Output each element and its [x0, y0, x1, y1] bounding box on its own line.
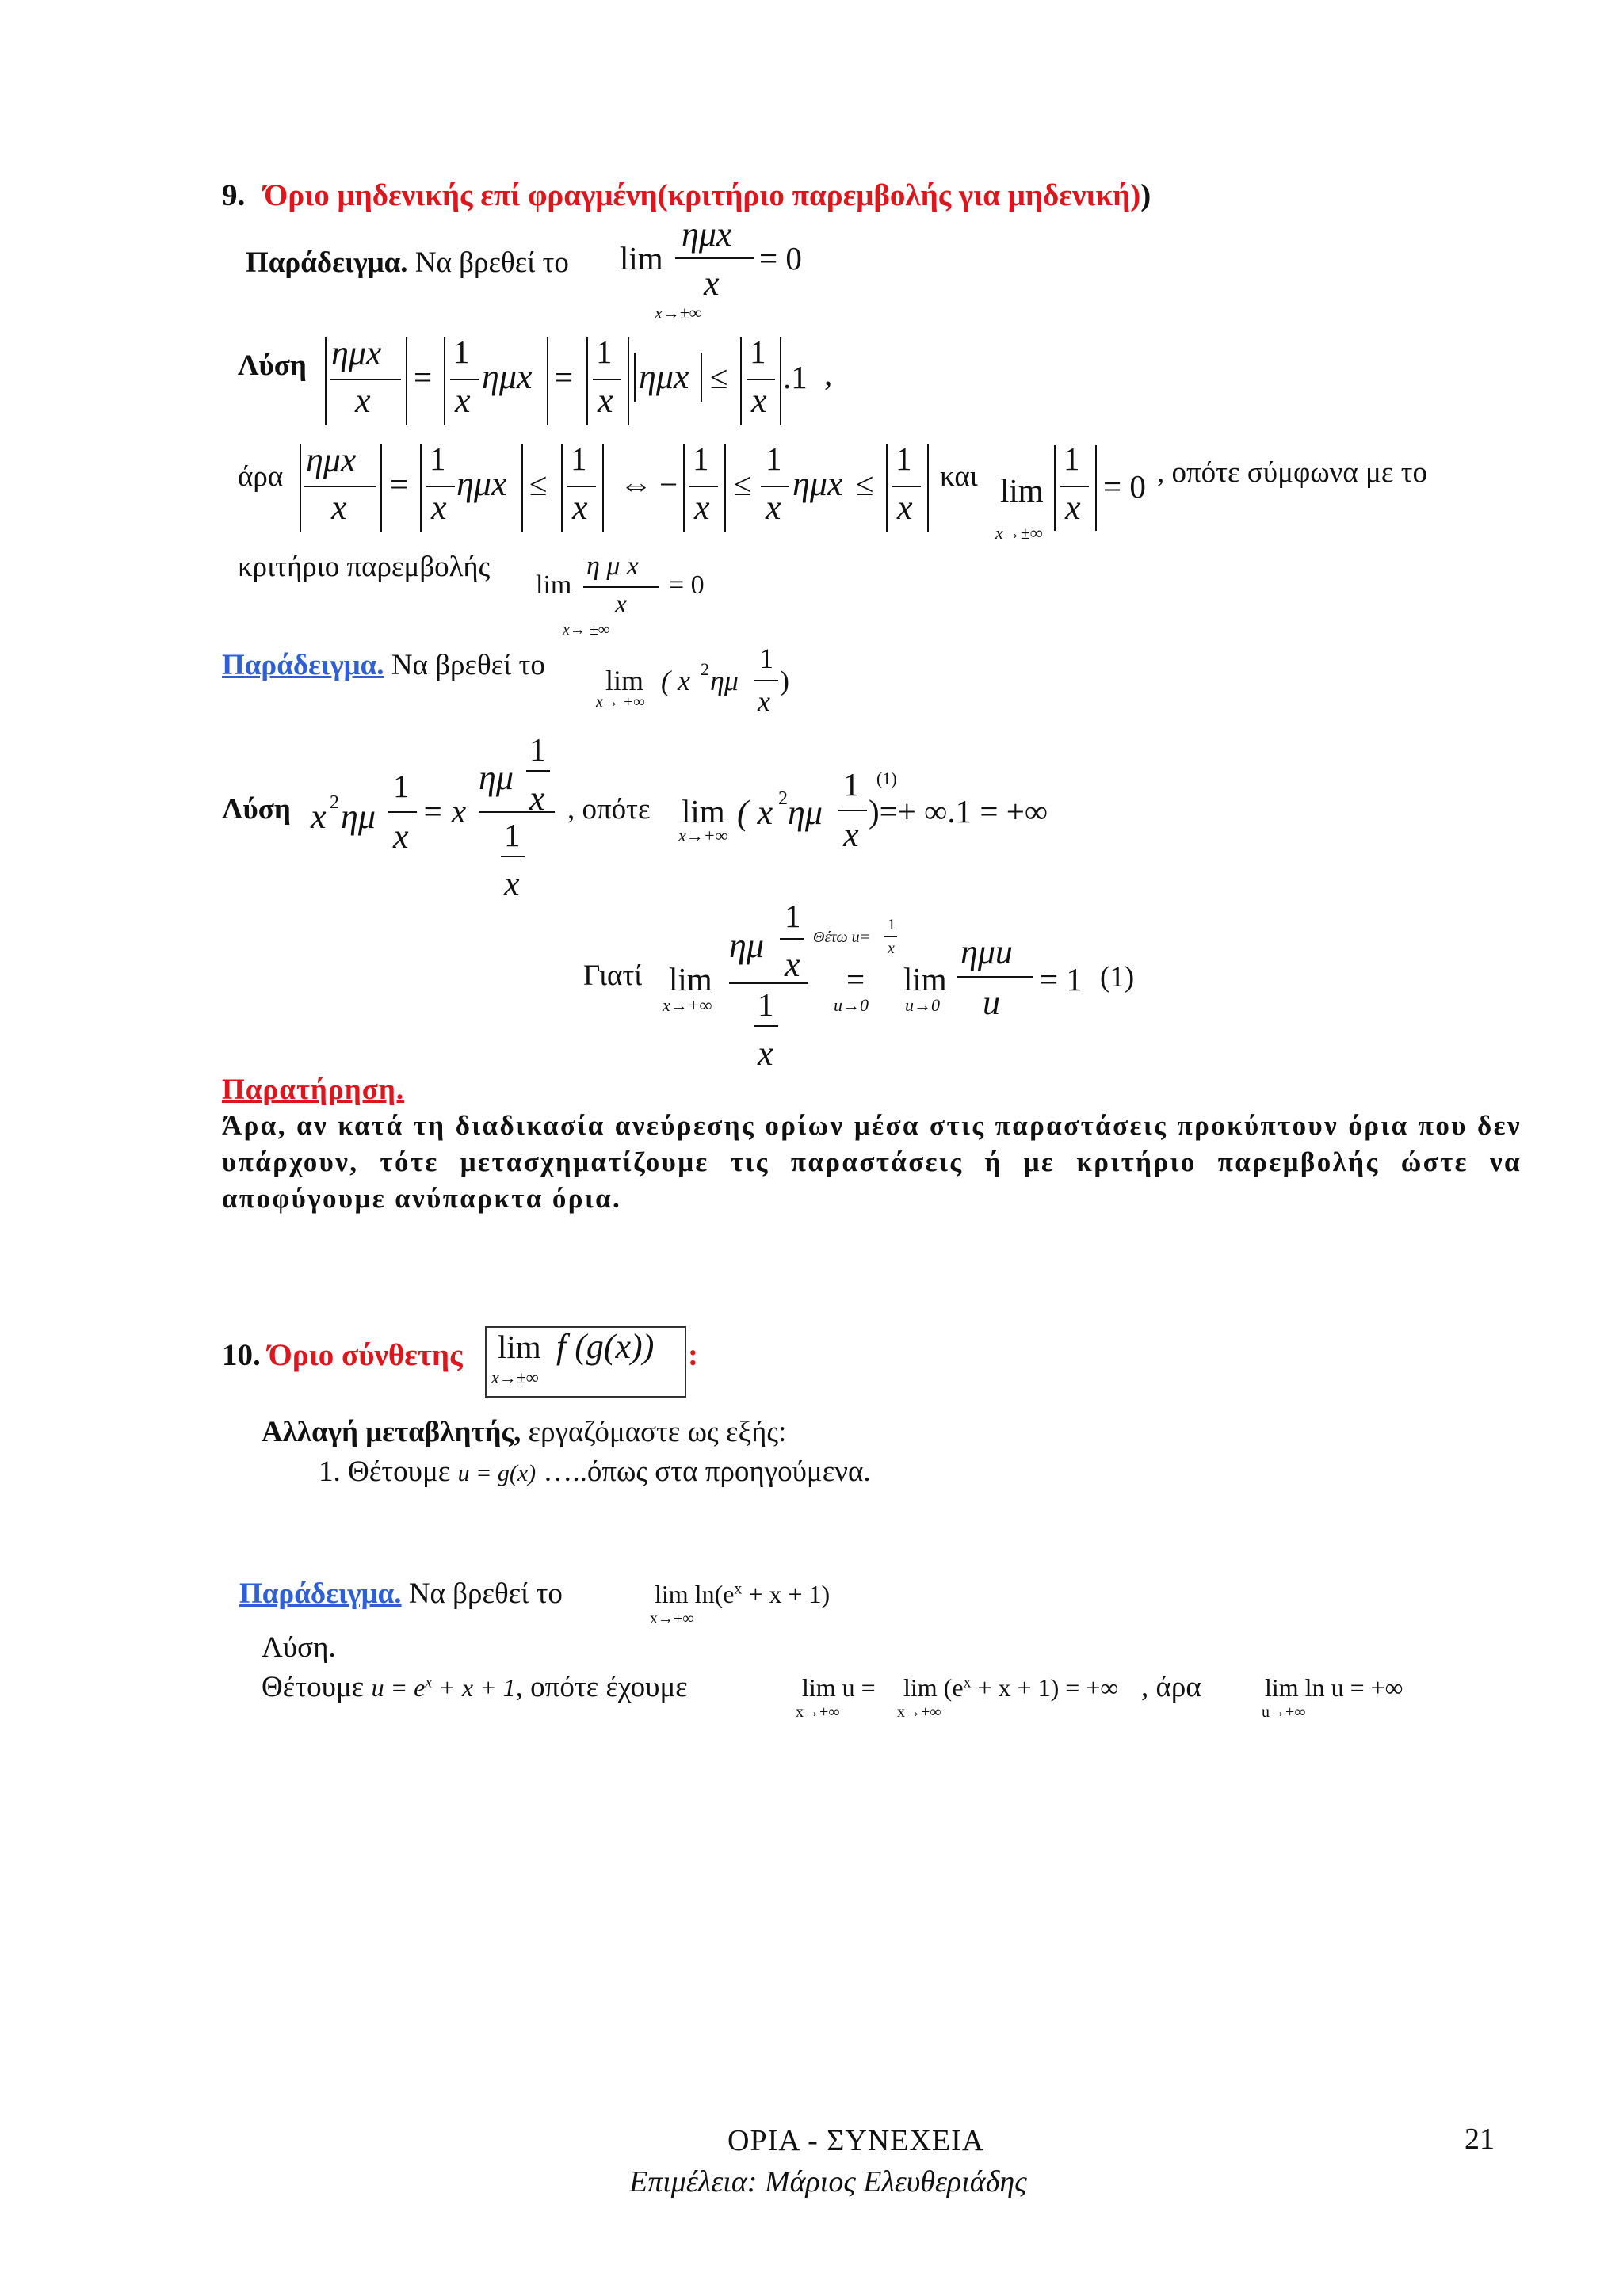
sol2-big-x: x: [529, 779, 545, 818]
abs-bar: [444, 337, 445, 425]
giati-theto-den: x: [888, 940, 895, 957]
ex2-sq: 2: [701, 659, 709, 679]
ex3-lim: [655, 1580, 830, 1609]
sol1-term: 1: [750, 334, 766, 370]
ex3-sub: x→+∞: [650, 1610, 694, 1627]
sol1-tail: , οπότε σύμφωνα με το: [1157, 456, 1428, 489]
abs-bar: [683, 444, 685, 532]
sol1-l2-iff: ⇔: [620, 466, 652, 502]
abs-bar: [380, 444, 382, 532]
fraction-bar: [957, 976, 1033, 978]
ex3-ara: , άρα: [1141, 1671, 1201, 1703]
ex3-solution-line: [262, 1670, 688, 1704]
ex3-lim-b-sup: x: [963, 1673, 972, 1691]
giati-eq-sub: u→0: [834, 995, 869, 1015]
sol1-l2-minus: −: [659, 466, 678, 502]
fraction-bar: [388, 811, 417, 813]
giati-theto-num: 1: [888, 916, 896, 933]
sol1-term: ημx: [482, 357, 533, 396]
sol1-term: x: [598, 381, 613, 420]
sol1-leq: ≤: [710, 359, 728, 395]
example-label: Παράδειγμα.: [239, 1577, 402, 1610]
sol1-eq: =: [555, 359, 574, 395]
abs-bar: [586, 337, 588, 425]
section-dot: .: [253, 1338, 261, 1372]
abs-bar: [420, 444, 422, 532]
fraction-bar: [754, 680, 778, 681]
abs-bar: [406, 337, 407, 425]
remark-title: Παρατήρηση.: [222, 1074, 405, 1106]
sol1-l2-term: ημx: [792, 464, 843, 503]
giati-num-one: 1: [785, 898, 801, 934]
ex2-expr-left: ( x: [661, 665, 690, 696]
giati-num2: ημu: [960, 933, 1013, 971]
ex3-sol-math: [372, 1673, 516, 1702]
sol2-lim-sq: 2: [778, 788, 788, 809]
giati-lim2: lim: [903, 961, 947, 997]
section10-expr: f (g(x)): [556, 1327, 655, 1366]
sol2-den: x: [393, 817, 409, 856]
sol1-lim2-den: x: [1065, 488, 1081, 527]
sol1-lim3-sub: x→ ±∞: [563, 621, 610, 639]
abs-bar: [325, 337, 327, 425]
ex3-expr-sup: x: [734, 1580, 743, 1598]
sol2-lim-one: 1: [843, 766, 860, 803]
sol1-term: ημx: [639, 357, 689, 396]
solution-2-label: Λύση: [222, 793, 291, 826]
abs-bar: [547, 337, 548, 425]
sol1-l2-term: ≤: [734, 466, 752, 502]
giati-theto: Θέτω u=: [813, 929, 871, 946]
abs-bar: [701, 353, 702, 402]
sol1-l2-term: x: [431, 488, 447, 527]
ex2-num: 1: [759, 643, 773, 674]
sol2-hm: ημ: [341, 797, 376, 836]
giati-den-x: x: [758, 1034, 773, 1073]
abs-bar: [628, 337, 629, 425]
giati-lim-sub: x→+∞: [663, 995, 712, 1015]
giati-lim: lim: [669, 961, 712, 997]
abs-bar: [724, 444, 726, 532]
abs-bar: [561, 444, 563, 532]
section-9-heading: [222, 177, 1151, 213]
step-1: [319, 1455, 871, 1489]
ex2-expr-right: ): [780, 665, 789, 696]
ex3-lim-b-left: lim (e: [903, 1673, 964, 1702]
sol1-l2-term: ≤: [529, 466, 548, 502]
sol1-l2-term: 1: [693, 441, 709, 477]
example-3: [239, 1577, 563, 1611]
fraction-bar: [583, 586, 659, 588]
sol2-big-one: 1: [529, 731, 546, 768]
ex2-lim: lim: [605, 665, 644, 696]
sol1-l2-term: x: [694, 488, 710, 527]
ex3-lim-a: lim u =: [802, 1673, 876, 1702]
sol1-l2-term: 1: [430, 441, 446, 477]
giati-num-x: x: [785, 945, 800, 984]
giati-den-one: 1: [758, 986, 774, 1023]
ex1-eq: = 0: [759, 240, 802, 277]
sol1-term: 1: [453, 334, 470, 370]
sol1-lim3-den: x: [615, 589, 628, 619]
sol2-lim: lim: [682, 793, 725, 830]
abs-bar: [634, 353, 636, 402]
ex3-lim-word: lim: [655, 1580, 689, 1608]
step-rest: …..όπως στα προηγούμενα.: [543, 1455, 871, 1488]
fraction-bar: [526, 770, 550, 772]
abs-bar: [780, 337, 781, 425]
sol1-l2-term: 1: [896, 441, 912, 477]
change-bold: Αλλαγή μεταβλητής,: [262, 1416, 521, 1448]
sol2-one: 1: [393, 768, 410, 804]
sol1-term: ημx: [331, 334, 382, 372]
section-number: 9.: [222, 178, 246, 212]
section-title: Όριο μηδενικής επί φραγμένη(κριτήριο παρεμβολής για μηδενική): [264, 178, 1141, 212]
sol1-term: x: [355, 381, 371, 420]
step-text: Θέτουμε: [348, 1455, 451, 1488]
sol2-x: x: [311, 797, 327, 836]
sol1-term: 1: [596, 334, 613, 370]
sol1-lim2: lim: [1000, 472, 1044, 509]
ex3-lim-c-sub: u→+∞: [1262, 1703, 1306, 1721]
sol1-term: x: [455, 381, 471, 420]
example-text: Να βρεθεί το: [414, 246, 569, 279]
section-10-heading: [222, 1337, 463, 1373]
abs-bar: [602, 444, 604, 532]
sol1-term: x: [751, 381, 767, 420]
sol1-l2-term: x: [897, 488, 913, 527]
abs-bar: [927, 444, 929, 532]
ex1-lim: lim: [620, 240, 663, 277]
abs-bar: [521, 444, 523, 532]
sol1-l2-term: x: [331, 488, 347, 527]
example-label: Παράδειγμα.: [246, 246, 408, 279]
ex3-lim-b: [903, 1673, 1118, 1703]
sol2-lim-sub: x→+∞: [678, 826, 728, 845]
ex2-expr-mid: ημ: [710, 665, 739, 696]
ex3-sol-math-rest: + x + 1: [432, 1673, 516, 1702]
sol1-term: .1: [783, 359, 808, 395]
sol2-sq: 2: [330, 792, 339, 813]
sol2-lim-rest: )=+ ∞.1 = +∞: [869, 793, 1048, 830]
example-text: Να βρεθεί το: [408, 1577, 563, 1610]
sol1-lim3-num: η μ x: [586, 551, 640, 581]
solution-1-label: Λύση: [238, 349, 307, 382]
section-number: 10: [222, 1338, 253, 1372]
footer-title: ΟΡΙΑ - ΣΥΝΕΧΕΙΑ: [727, 2124, 985, 2157]
change-rest: εργαζόμαστε ως εξής:: [528, 1416, 787, 1448]
ex1-den: x: [704, 264, 720, 303]
sol1-l2-term: 1: [571, 441, 587, 477]
ex1-sub: x→±∞: [655, 303, 702, 322]
step-math: u = g(x): [457, 1460, 537, 1486]
sol2-lim-left: ( x: [737, 793, 773, 832]
abs-bar: [740, 337, 742, 425]
kai-word: και: [940, 460, 978, 493]
fraction-bar: [754, 1025, 778, 1027]
sol2-big-hm: ημ: [479, 758, 514, 797]
ex3-lim-b-rest: + x + 1) = +∞: [971, 1673, 1119, 1702]
sol1-lim3: lim: [536, 570, 572, 600]
ex3-sol-math-sup: x: [425, 1673, 433, 1691]
ex3-sol-text: Θέτουμε: [262, 1671, 365, 1703]
sol1-eq: =: [414, 359, 433, 395]
sol1-term: ,: [824, 356, 833, 392]
giati-res: = 1: [1040, 961, 1083, 997]
abs-bar: [300, 444, 301, 532]
sol1-l2-term: x: [766, 488, 781, 527]
sol1-l2-term: ημx: [306, 441, 357, 479]
example-2: [222, 648, 545, 682]
fraction-bar: [479, 811, 555, 813]
sol2-lim-hm: ημ: [788, 793, 823, 832]
ex3-sol-opote: , οπότε έχουμε: [515, 1671, 688, 1703]
fraction-bar: [838, 810, 867, 811]
ex3-sol-math-left: u = e: [371, 1673, 426, 1702]
section-title: Όριο σύνθετης: [268, 1338, 463, 1372]
example-label: Παράδειγμα.: [222, 649, 384, 681]
abs-bar: [1095, 445, 1097, 531]
ex3-lim-b-sub: x→+∞: [897, 1703, 941, 1721]
sol2-marker: (1): [876, 769, 897, 788]
ex1-fraction-bar: [675, 257, 754, 259]
change-of-variable: [262, 1415, 786, 1449]
giati-den2: u: [983, 983, 1000, 1022]
giati-eq: =: [846, 961, 865, 997]
sol1-l2-term: ημx: [456, 464, 507, 503]
sol1-l2-term: 1: [766, 441, 782, 477]
fraction-bar: [501, 856, 525, 857]
step-num: 1.: [319, 1455, 341, 1488]
page-number: 21: [1465, 2122, 1495, 2156]
remark-text: Άρα, αν κατά τη διαδικασία ανεύρεσης ορίων μέσα στις παραστάσεις προκύπτουν όρια που δεν υπάρχουν, τότε μετασχηματίζουμε τις παραστάσεις ή με κριτήριο παρεμβολής ώστε να αποφύγουμε ανύπαρκτα όρια.: [222, 1110, 1522, 1214]
sol2-big-den-one: 1: [504, 817, 521, 853]
section10-colon: :: [688, 1338, 698, 1372]
sol1-lim2-num: 1: [1064, 441, 1080, 477]
fraction-bar: [884, 936, 897, 937]
example-text: Να βρεθεί το: [391, 649, 545, 681]
section-title-close: ): [1140, 178, 1151, 212]
abs-bar: [886, 444, 888, 532]
ex2-sub: x→ +∞: [596, 693, 645, 711]
example-1: [246, 246, 569, 280]
ex3-lim-c: lim ln u = +∞: [1265, 1673, 1403, 1702]
sol2-eq: = x: [422, 793, 467, 830]
ara-word: άρα: [238, 460, 284, 493]
sol2-opote: , οπότε: [567, 793, 651, 826]
ex3-expr-rest: + x + 1): [742, 1580, 831, 1608]
sol1-l2-term: x: [572, 488, 588, 527]
criterion-text: κριτήριο παρεμβολής: [238, 551, 491, 583]
ex1-num: ημx: [682, 215, 732, 254]
giati-tag: (1): [1100, 961, 1135, 994]
giati-num-hm: ημ: [729, 926, 764, 965]
sol1-lim2-sub: x→±∞: [995, 523, 1043, 543]
giati-lim2-sub: u→0: [905, 995, 940, 1015]
sol2-big-den-x: x: [504, 864, 520, 903]
footer-author: Επιμέλεια: Μάριος Ελευθεριάδης: [629, 2165, 1027, 2199]
fraction-bar: [729, 982, 808, 984]
ex3-solution-label: Λύση.: [262, 1631, 336, 1664]
fraction-bar: [780, 938, 804, 940]
section10-lim: lim: [498, 1329, 541, 1365]
sol1-lim3-eq: = 0: [669, 570, 705, 600]
sol1-l2-term: ≤: [856, 466, 874, 502]
sol2-lim-x: x: [843, 815, 859, 854]
section10-sub: x→±∞: [491, 1367, 539, 1387]
giati-word: Γιατί: [583, 959, 643, 992]
ex3-expr: ln(e: [694, 1580, 735, 1608]
ex2-den: x: [758, 685, 770, 717]
abs-bar: [1054, 445, 1056, 531]
sol1-lim2-eq: = 0: [1103, 468, 1146, 505]
ex3-lim-a-sub: x→+∞: [796, 1703, 840, 1721]
sol1-l2-term: =: [390, 466, 409, 502]
